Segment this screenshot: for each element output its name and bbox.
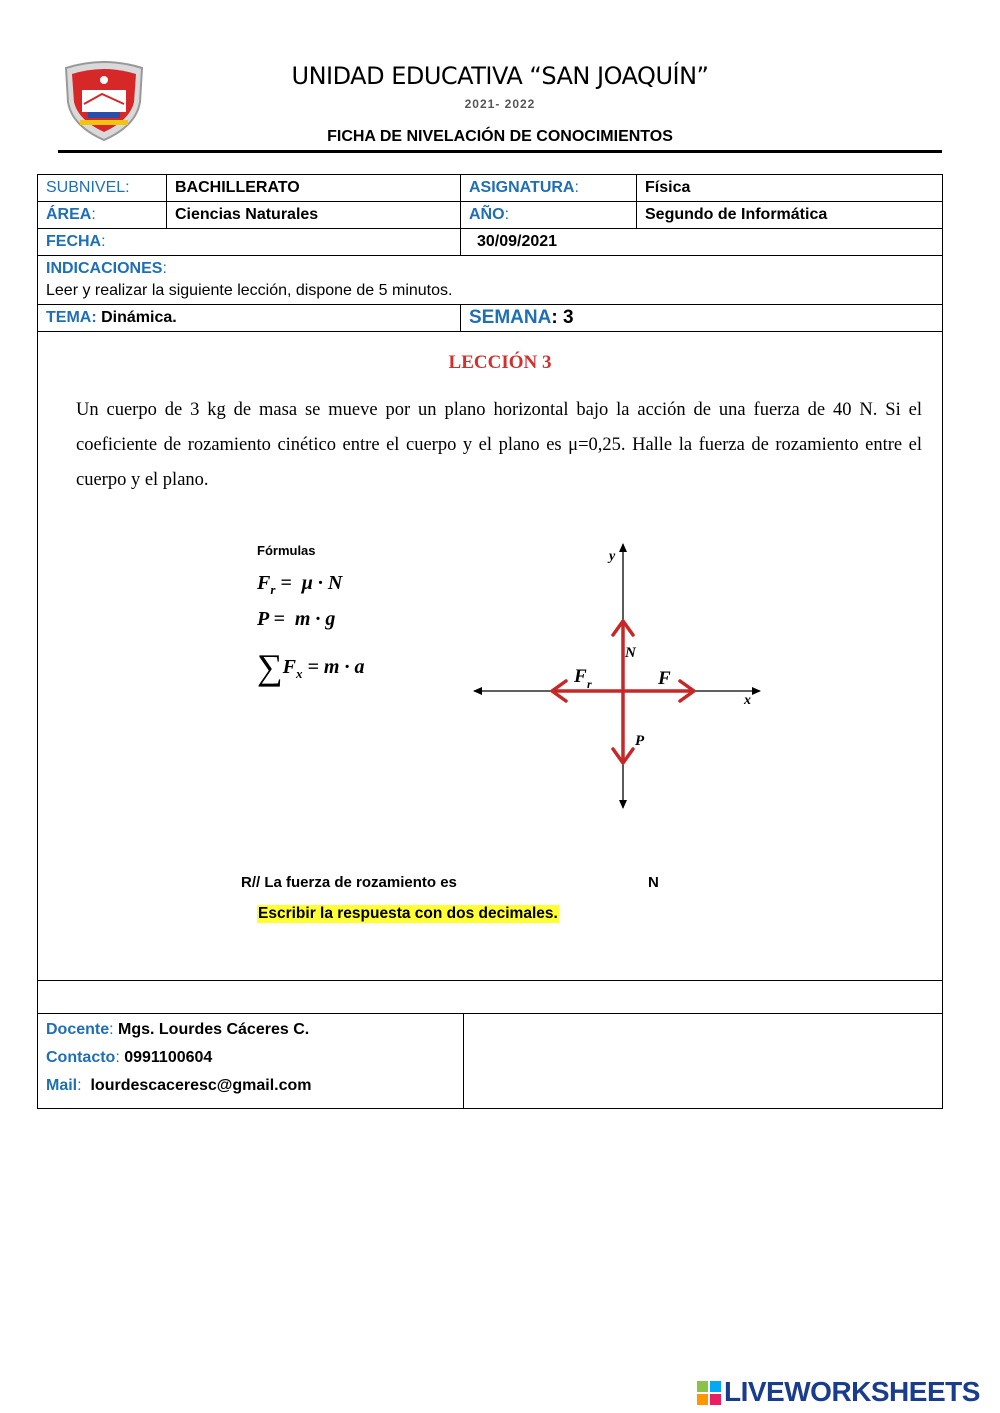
- indicaciones-label: INDICACIONES: [46, 260, 163, 277]
- spacer-row: [37, 980, 943, 1014]
- footer-table: [37, 1013, 943, 1109]
- sheet-title: FICHA DE NIVELACIÓN DE CONOCIMIENTOS: [327, 128, 673, 145]
- problem-statement: Un cuerpo de 3 kg de masa se mueve por un plano horizontal bajo la acción de una fuerza de 40 N. Si el coeficiente de rozamiento cinético entre el cuerpo y el plano es μ=0,25. Halle la fuerza de rozamiento entre el cuerpo y el plano.: [76, 400, 922, 490]
- mail-label: Mail: [46, 1077, 78, 1094]
- asignatura-value: Física: [637, 175, 943, 202]
- info-row-area: [38, 202, 943, 229]
- semana-cell: SEMANA: 3: [461, 305, 943, 332]
- x-axis-label: x: [744, 693, 751, 708]
- tema-cell: [38, 305, 461, 332]
- subnivel-value: BACHILLERATO: [167, 175, 461, 202]
- info-row-fecha: [38, 229, 943, 256]
- formula-newton-sum: $\sum F_x = m \cdot a$: [257, 647, 365, 687]
- formula-weight: P = m · g: [257, 608, 336, 630]
- friction-force-subscript: r: [587, 677, 592, 691]
- answer-unit: N: [648, 874, 659, 891]
- applied-force-label: F: [658, 668, 671, 689]
- formula-friction: $F_r = \mu \cdot N$: [257, 572, 343, 597]
- tema-label: TEMA:: [46, 309, 97, 326]
- anio-cell: AÑO:: [461, 202, 637, 229]
- answer-instruction: Escribir la respuesta con dos decimales.: [258, 905, 558, 922]
- free-body-diagram: [470, 538, 770, 813]
- header-divider: [58, 150, 942, 153]
- info-row-tema: [38, 305, 943, 332]
- answer-prefix: R// La fuerza de rozamiento es: [241, 874, 457, 891]
- formulas-title: Fórmulas: [257, 543, 316, 558]
- docente-value: Mgs. Lourdes Cáceres C.: [118, 1021, 310, 1038]
- area-cell: ÁREA:: [38, 202, 167, 229]
- answer-input[interactable]: [480, 870, 634, 896]
- area-label: ÁREA: [46, 206, 92, 223]
- lesson-title: LECCIÓN 3: [448, 352, 552, 373]
- liveworksheets-brand[interactable]: LIVEWORKSHEETS: [724, 1376, 980, 1407]
- indicaciones-cell: INDICACIONES: Leer y realizar la siguiente lección, dispone de 5 minutos.: [38, 256, 943, 305]
- fecha-value: 30/09/2021: [461, 229, 943, 256]
- school-name: UNIDAD EDUCATIVA “SAN JOAQUÍN”: [291, 62, 709, 90]
- docente-label: Docente: [46, 1021, 110, 1038]
- info-table: [37, 174, 943, 332]
- liveworksheets-logo-icon: [697, 1381, 721, 1405]
- info-row-indicaciones: [38, 256, 943, 305]
- mail-value: lourdescaceresc@gmail.com: [90, 1077, 312, 1094]
- footer-empty-cell: [464, 1014, 943, 1109]
- anio-value: Segundo de Informática: [637, 202, 943, 229]
- fecha-cell: FECHA:: [38, 229, 461, 256]
- y-axis-label: y: [609, 549, 616, 564]
- semana-value: 3: [562, 307, 574, 328]
- anio-label: AÑO: [469, 206, 505, 223]
- school-years: 2021- 2022: [464, 97, 536, 111]
- weight-label: P: [635, 733, 645, 749]
- contacto-value: 0991100604: [124, 1049, 213, 1066]
- fecha-label: FECHA: [46, 233, 102, 250]
- indicaciones-text: Leer y realizar la siguiente lección, dispone de 5 minutos.: [46, 282, 453, 299]
- friction-force-label: F: [574, 666, 587, 687]
- normal-force-label: N: [625, 645, 636, 661]
- contacto-label: Contacto: [46, 1049, 116, 1066]
- area-value: Ciencias Naturales: [167, 202, 461, 229]
- semana-label: SEMANA: [469, 307, 552, 328]
- asignatura-cell: ASIGNATURA:: [461, 175, 637, 202]
- teacher-info: Docente: Mgs. Lourdes Cáceres C. Contacto: 0991100604 Mail: lourdescaceresc@gmail.com: [38, 1014, 464, 1109]
- tema-value: Dinámica.: [101, 309, 177, 326]
- info-row-subnivel: [38, 175, 943, 202]
- subnivel-label: SUBNIVEL:: [38, 175, 167, 202]
- asignatura-label: ASIGNATURA: [469, 179, 575, 196]
